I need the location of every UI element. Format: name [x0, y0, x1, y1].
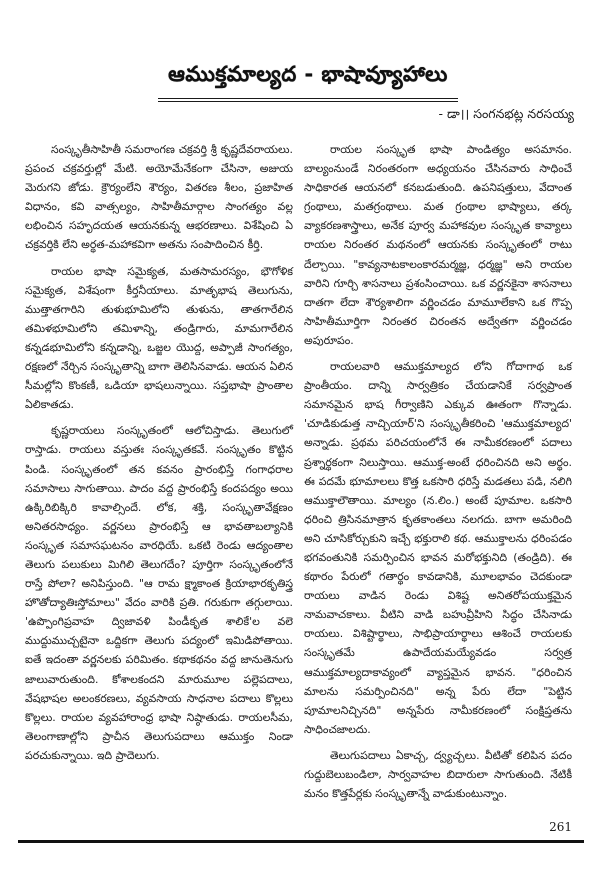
footer-rule	[18, 840, 584, 843]
author-byline: - డా।। సంగనభట్ల నరసయ్య	[438, 106, 574, 121]
paragraph: రాయల భాషా సమైక్యత, మతసామరస్యం, భౌగోళిక సమైక్యత, విశేషంగా కీర్తనీయాలు. మాతృభాష తెలుగును, ముత్తాతగారిని తుళుభూమిలోని తుళును, తాతగారేలిన తమిళభూమిలోని తమిళాన్ని, తండ్రిగారు, మామగారేలిన కన్నడభూమిలోని కన్నడాన్ని, ఒజ్జల యొద్ద, అప్పాజీ సాంగత్యం, రక్షణలో నేర్చిన సంస్కృతాన్ని బాగా తెలిసినవాడు. ఆయన ఏలిన సీమల్లోని కొంకణీ, ఒడియా భాషలున్నాయి. సప్తభాషా ప్రాంతాల ఏలికాతడు.	[25, 264, 293, 412]
left-column	[25, 140, 293, 772]
right-column	[304, 140, 572, 810]
paragraph: కృష్ణరాయలు సంస్కృతంలో ఆలోచిస్తాడు. తెలుగులో రాస్తాడు. రాయలు వస్తుతః సంస్కృతకవే. సంస్కృతం కొట్టిన పిండి. సంస్కృతంలో తన కవనం ప్రారంభిస్తే గంగాధరాల సమాసాలు సాగుతాయి. పాదం వద్ద ప్రారంభిస్తే కందపద్యం అయి ఉక్కిరిబిక్కిరి కావాల్సిందే. లోక, శక్తి, సంస్కృతావేక్షణం అనితరసాధ్యం. వర్ణనలు ప్రారంభిస్తే ఆ భావతాబల్యానికి సంస్కృత సమాసఘటనం వారధియే. ఒకటి రెండు ఆద్యంతాల తెలుగు పలుకులు మిగిలి తెలుగదేం? పూర్తిగా సంస్కృతంలోనే రాస్తే పోలా? అనిపిస్తుంది. "ఆ రామ క్ష్మాకాంత క్రియాభారకృతిస్త్ర హొతోద్యాతిఃస్తోమాలు" వేదం వారికి ప్రతి. గరుకుగా తగ్గులాయి. 'ఉప్పొంగిప్రవాహ ద్విజావళి పిండీకృత శాలికే'ల వలె ముద్దుముచ్చటైనా ఒద్దికగా తెలుగు పద్యంలో ఇమిడిపోతాయి. ఐతే ఇదంతా వర్ణనలకు పరిమితం. కథాకథనం వద్ద జానుతెనుగు జాలువారుతుంది. కోశాలకందని మారుమూల పల్లెపదాలు, వేషభాషల అలంకరణలు, వ్యవసాయ సాధనాల పదాలు కొల్లలు కొల్లలు. రాయల వ్యవహారాంధ్ర భాషా నిష్ఠాతుడు. రాయలసీమ, తెలంగాణాల్లోని ప్రాచీన తెలుగుపదాలు ఆముక్తం నిండా పరచుకున్నాయి. ఇది ప్రాదెలుగు.	[25, 424, 293, 762]
paragraph: రాయల సంస్కృత భాషా పాండిత్యం అసమానం. బాల్యంనుండే నిరంతరంగా అధ్యయనం చేసినవారు సాధించే సాధికారత ఆయనలో కనబడుతుంది. ఉపనిషత్తులు, వేదాంత గ్రంథాలు, మతగ్రంథాలు. మత గ్రంథాల భాష్యాలు, తర్క వ్యాకరణశాస్త్రాలు, అనేక పూర్వ మహాకవుల సంస్కృత కావ్యాలు రాయల నిరంతర మథనంలో ఆయనకు సంస్కృతంలో రాటు దేల్చాయి. "కావ్యనాటకాలంకారమర్మజ్ఞ, ధర్మజ్ఞ" అని రాయల వారిని గూర్చి శాసనాలు ప్రశంసించాయి. ఒక వర్ణనకైనా శాసనాలు దాతగా లేదా శౌర్యశాలిగా వర్ణించడం మామూలేకాని ఒక గొప్ప సాహితీమూర్తిగా నిరంతర చిరంతన అద్వేతగా వర్ణించడం అపురూపం.	[304, 143, 572, 347]
article-title: ఆముక్తమాల్యద - భాషావ్యూహాలు	[168, 62, 448, 86]
paragraph: తెలుగుపదాలు ఏకాచ్చ, ద్వ్యచ్చలు. వీటితో కలిపిన పదం గుద్దుబెలుబండిలా, సార్వవాహల బిదారులా సాగుతుంది. నేటికీ మనం కొత్తపేర్లకు సంస్కృతాన్నే వాడుకుంటున్నాం.	[304, 748, 572, 801]
page-number: 261	[549, 820, 572, 834]
paragraph: సంస్కృతీసాహితీ సమరాంగణ చక్రవర్తి శ్రీ కృష్ణదేవరాయలు. ప్రపంచ చక్రవర్తుల్లో మేటి. అయోమేనేకంగా చేసినా, అజుయ మెరుగని జోడు. క్రౌర్యంలేని శౌర్యం, వితరణ శీలం, ప్రజాహిత విధానం, కవి వాత్సల్యం, సాహితీమార్గాల సాంగత్యం వల్ల లభించిన సహృదయత ఆయనకున్న ఆభరణాలు. విశేషించి ఏ చక్రవర్తికి లేని అర్థత-మహాకవిగా అతను సంపాదించిన కీర్తి.	[25, 143, 293, 252]
title-frame	[158, 56, 458, 102]
paragraph: రాయలవారి ఆముక్తమాల్యద లోని గోదాగాథ ఒక ప్రాంతీయం. దాన్ని సార్వత్రికం చేయడానికే సర్వప్రాంత సమానమైన భాష గీర్వాణిని ఎక్కువ ఊతంగా గొన్నాడు. 'చూడికుడుత్త నాచ్చియార్'ని సంస్కృతీకరించి 'ఆముక్తమాల్యద' అన్నాడు. ప్రథమ పరిచయంలోనే ఈ నామీకరణంలో పదాలు ప్రశ్నార్థకంగా నిలుస్తాయి. ఆముక్త-అంటే ధరించినది అని అర్థం. ఈ పదమే భూమాలలు కొత్త ఒకసారి ధరిస్తే మడతలు పడి, నలిగి ఆముక్తాలౌతాయి. మాల్యం (న.లిం.) అంటే పూమాల. ఒకసారి ధరించి త్రిసినమాత్రాన కృతకాంతలు నలగదు. బాగా అమరింది అని చూసికోర్చుకుని ఇచ్చే భక్తురాలి కథ. ఆముక్తాలను ధరింపడం భగవంతునికి సమర్పించిన భావన మరోభక్తునిది (తండ్రిది). ఈ కథారం పేరులో గతార్థం కావడానికి, మూలభావం చెదకుండా రాయలు వాడిన రెండు విశిష్ట అనితరోపయుక్తమైన నామవాచకాలు. వీటిని వాడి బహువ్రీహిని సిద్ధం చేసినాడు రాయలు. విశిష్టార్థాలు, సాభిప్రాయార్థాలు ఆశించే రాయలకు సంస్కృతమే ఉపాదేయమయ్యేవడం సర్వత్ర ఆముక్తమాల్యదాకావ్యంలో వ్యాప్తమైన భావన. "ధరించిన మాలను సమర్పించినది" అన్న పేరు లేదా "పెట్టిన పూమాలనిచ్చినది" అన్నపేరు నామీకరణంలో సంక్షిప్తతను సాధించజాలదు.	[304, 360, 572, 736]
